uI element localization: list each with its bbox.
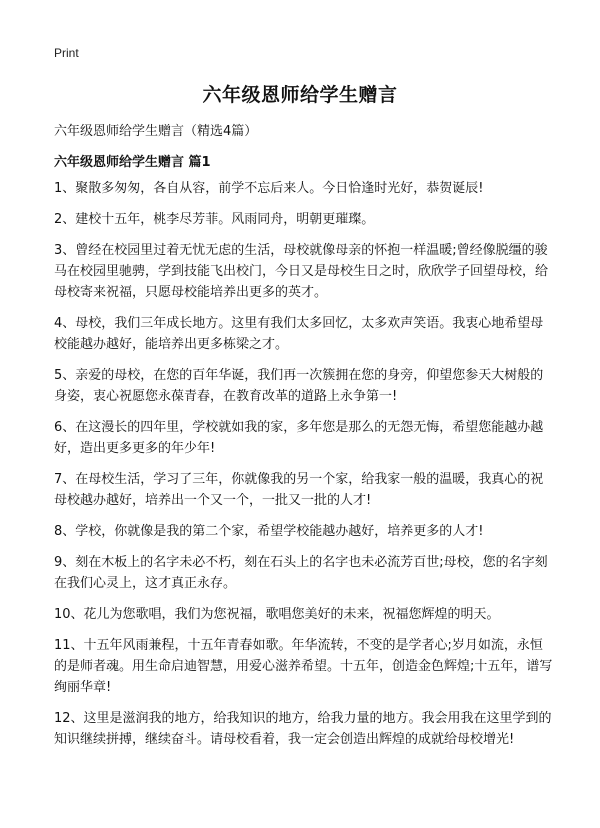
list-item: 6、在这漫长的四年里，学校就如我的家，多年您是那么的无怨无悔，希望您能越办越好，造出更多更多的年少年!: [54, 420, 544, 456]
list-item: 1、聚散多匆匆，各自从容，前学不忘后来人。今日恰逢时光好，恭贺诞辰!: [54, 181, 484, 196]
list-item: 3、曾经在校园里过着无忧无虑的生活，母校就像母亲的怀抱一样温暖;曾经像脱缰的骏马在校园里驰骋，学到技能飞出校门，今日又是母校生日之时，欣欣学子回望母校，给母校寄来祝福，只愿母校能培养出更多的英才。: [54, 243, 549, 300]
list-item: 7、在母校生活，学习了三年，你就像我的另一个家，给我家一般的温暖，我真心的祝母校越办越好，培养出一个又一个，一批又一批的人才!: [54, 472, 544, 508]
quote-list: [54, 178, 554, 760]
list-item: 11、十五年风雨兼程，十五年青春如歌。年华流转，不变的是学者心;岁月如流，永恒的是师者魂。用生命启迪智慧，用爱心滋养希望。十五年，创造金色辉煌;十五年，谱写绚丽华章!: [54, 638, 553, 695]
list-item: 10、花儿为您歌唱，我们为您祝福，歌唱您美好的未来，祝福您辉煌的明天。: [54, 607, 500, 622]
document-subtitle: 六年级恩师给学生赠言（精选4篇）: [54, 124, 258, 139]
list-item: 5、亲爱的母校，在您的百年华诞，我们再一次簇拥在您的身旁，仰望您参天大树般的身姿，衷心祝愿您永葆青春，在教育改革的道路上永争第一!: [54, 368, 544, 404]
list-item: 2、建校十五年，桃李尽芳菲。风雨同舟，明朝更璀璨。: [54, 212, 375, 227]
document-title: 六年级恩师给学生赠言: [202, 84, 398, 106]
list-item: 8、学校，你就像是我的第二个家，希望学校能越办越好，培养更多的人才!: [54, 524, 484, 539]
print-link[interactable]: Print: [54, 46, 79, 60]
list-item: 9、刻在木板上的名字未必不朽，刻在石头上的名字也未必流芳百世;母校，您的名字刻在我们心灵上，这才真正永存。: [54, 555, 548, 591]
list-item: 12、这里是滋润我的地方，给我知识的地方，给我力量的地方。我会用我在这里学到的知识继续拼搏，继续奋斗。请母校看着，我一定会创造出辉煌的成就给母校增光!: [54, 711, 552, 747]
list-item: 4、母校，我们三年成长地方。这里有我们太多回忆，太多欢声笑语。我衷心地希望母校能越办越好，能培养出更多栋梁之才。: [54, 316, 544, 352]
section-heading: 六年级恩师给学生赠言 篇1: [54, 155, 211, 170]
